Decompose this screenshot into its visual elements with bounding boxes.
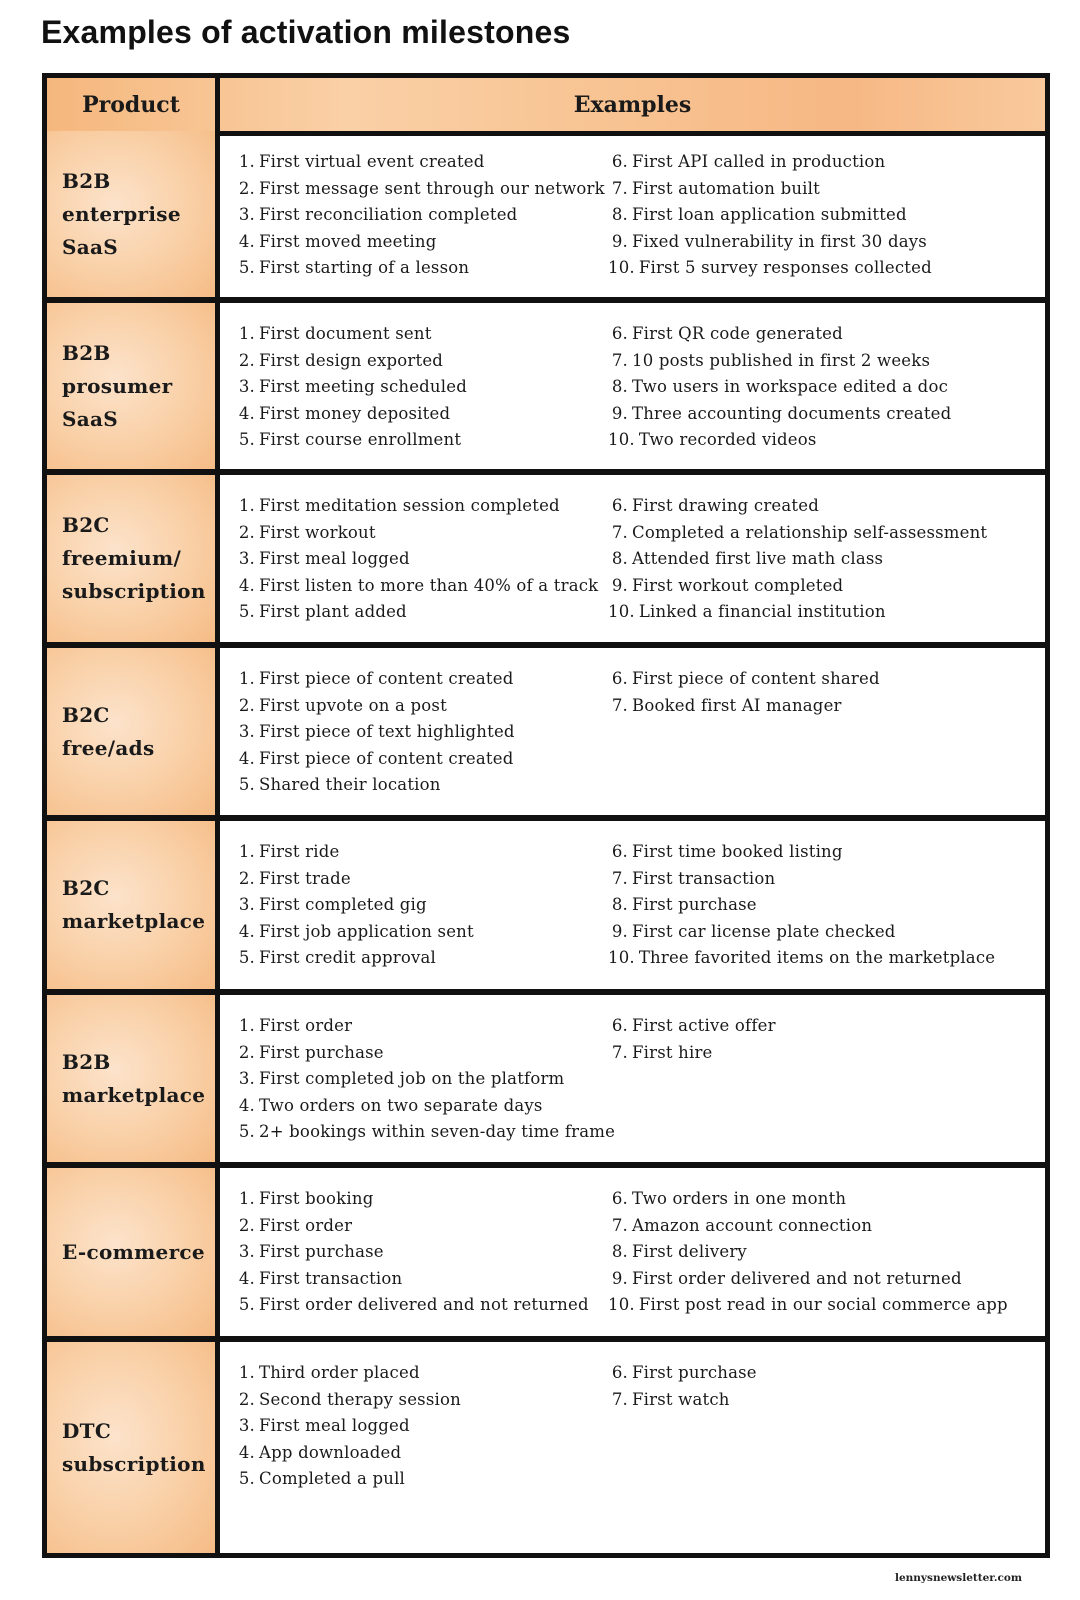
product-category-label: B2B prosumer SaaS xyxy=(62,340,173,431)
list-item xyxy=(608,919,1018,946)
product-category-label: E-commerce xyxy=(62,1239,205,1264)
examples-list-column-2 xyxy=(608,1186,1018,1319)
list-item xyxy=(235,892,615,919)
list-item xyxy=(235,1413,615,1440)
list-item-text: Two users in workspace edited a doc xyxy=(632,377,949,396)
list-item-text: First workout completed xyxy=(632,575,844,595)
list-item-number: 5. xyxy=(238,1469,255,1488)
list-item xyxy=(235,1186,615,1213)
list-item-number: 2. xyxy=(238,695,255,715)
list-item-number: 2. xyxy=(238,178,255,198)
product-category-cell xyxy=(47,1168,215,1336)
list-item xyxy=(608,1292,1018,1319)
list-item xyxy=(608,1213,1018,1240)
list-item-number: 8. xyxy=(611,377,628,396)
list-item-number: 8. xyxy=(611,895,628,914)
list-item xyxy=(608,693,1018,720)
examples-list-column-1 xyxy=(235,1360,615,1493)
list-item-number: 5. xyxy=(238,775,255,794)
list-item-number: 9. xyxy=(611,403,628,423)
column-divider xyxy=(215,78,220,1553)
list-item xyxy=(235,520,615,547)
examples-cell xyxy=(220,1168,1045,1336)
list-item-number: 6. xyxy=(611,152,628,171)
list-item-number: 5. xyxy=(238,1122,255,1141)
list-item xyxy=(608,176,1018,203)
list-item xyxy=(608,573,1018,600)
examples-cell xyxy=(220,475,1045,642)
product-category-cell xyxy=(47,303,215,469)
list-item xyxy=(608,202,1018,229)
milestones-table xyxy=(42,73,1050,1558)
list-item-text: First meal logged xyxy=(259,549,410,568)
list-item-text: First order delivered and not returned xyxy=(632,1268,962,1288)
list-item xyxy=(608,1013,1018,1040)
list-item-number: 1. xyxy=(238,324,255,343)
list-item-number: 4. xyxy=(238,231,255,251)
list-item xyxy=(235,1093,615,1120)
list-item xyxy=(608,1387,1018,1414)
footer-source: lennysnewsletter.com xyxy=(895,1572,1022,1584)
list-item-text: First car license plate checked xyxy=(632,921,896,941)
table-row xyxy=(47,1342,1045,1553)
list-item xyxy=(235,719,615,746)
table-row xyxy=(47,303,1045,475)
list-item xyxy=(608,892,1018,919)
list-item-text: First trade xyxy=(259,868,351,888)
list-item xyxy=(608,945,1018,972)
list-item-number: 7. xyxy=(611,522,628,542)
list-item xyxy=(608,427,1018,454)
list-item-number: 2. xyxy=(238,1389,255,1409)
table-row xyxy=(47,821,1045,995)
list-item xyxy=(235,1266,615,1293)
list-item-number: 5. xyxy=(238,258,255,277)
list-item-text: First order xyxy=(259,1215,353,1235)
list-item-number: 6. xyxy=(611,669,628,688)
list-item-text: Third order placed xyxy=(259,1363,420,1382)
list-item xyxy=(608,839,1018,866)
examples-list-column-2 xyxy=(608,839,1018,972)
list-item xyxy=(235,348,615,375)
list-item xyxy=(608,149,1018,176)
list-item xyxy=(235,1239,615,1266)
examples-list-column-1 xyxy=(235,1186,615,1319)
list-item xyxy=(235,1360,615,1387)
examples-cell xyxy=(220,995,1045,1162)
list-item-text: Booked first AI manager xyxy=(632,695,842,715)
list-item-text: First course enrollment xyxy=(259,430,462,449)
list-item xyxy=(608,374,1018,401)
list-item-text: First delivery xyxy=(632,1242,747,1261)
list-item-number: 3. xyxy=(238,1416,255,1435)
list-item-number: 5. xyxy=(238,948,255,967)
list-item xyxy=(235,866,615,893)
list-item-text: 2+ bookings within seven-day time frame xyxy=(259,1122,616,1141)
list-item xyxy=(235,1119,615,1146)
list-item xyxy=(608,401,1018,428)
list-item-text: First piece of content shared xyxy=(632,669,880,688)
examples-cell xyxy=(220,821,1045,989)
examples-list-column-2 xyxy=(608,666,1018,719)
list-item-number: 7. xyxy=(611,1389,628,1409)
list-item xyxy=(608,1239,1018,1266)
list-item-number: 7. xyxy=(611,695,628,715)
list-item-number: 5. xyxy=(238,430,255,449)
list-item xyxy=(235,839,615,866)
list-item-number: 3. xyxy=(238,1242,255,1261)
list-item-number: 3. xyxy=(238,1069,255,1088)
product-category-cell xyxy=(47,995,215,1162)
list-item-text: First meeting scheduled xyxy=(259,377,467,396)
list-item xyxy=(608,1360,1018,1387)
list-item xyxy=(235,1040,615,1067)
list-item-number: 10. xyxy=(608,430,635,449)
page-title: Examples of activation milestones xyxy=(41,14,571,50)
list-item-text: First purchase xyxy=(259,1242,384,1261)
header-examples: Examples xyxy=(573,91,692,118)
list-item-text: First meditation session completed xyxy=(259,496,560,515)
list-item xyxy=(235,772,615,799)
list-item-number: 6. xyxy=(611,1189,628,1208)
list-item-number: 6. xyxy=(611,842,628,861)
list-item-text: First completed gig xyxy=(259,895,427,914)
list-item-text: Three favorited items on the marketplace xyxy=(638,948,996,967)
list-item-number: 9. xyxy=(611,1268,628,1288)
list-item xyxy=(235,945,615,972)
list-item xyxy=(235,229,615,256)
list-item xyxy=(608,255,1018,282)
list-item-number: 2. xyxy=(238,1215,255,1235)
list-item-text: First drawing created xyxy=(632,496,819,515)
product-category-cell xyxy=(47,1342,215,1553)
list-item-number: 10. xyxy=(608,948,635,967)
list-item-number: 9. xyxy=(611,921,628,941)
list-item xyxy=(235,401,615,428)
list-item xyxy=(235,666,615,693)
list-item-number: 5. xyxy=(238,1295,255,1314)
list-item-text: Linked a financial institution xyxy=(638,602,886,621)
list-item-number: 2. xyxy=(238,1042,255,1062)
list-item-text: First meal logged xyxy=(259,1416,410,1435)
list-item-text: First plant added xyxy=(259,602,407,621)
list-item-text: First virtual event created xyxy=(259,152,485,171)
list-item xyxy=(608,1266,1018,1293)
list-item-number: 1. xyxy=(238,152,255,171)
list-item xyxy=(235,746,615,773)
list-item xyxy=(608,520,1018,547)
list-item-text: First purchase xyxy=(259,1042,384,1062)
list-item-number: 1. xyxy=(238,1016,255,1035)
table-row xyxy=(47,131,1045,303)
list-item xyxy=(235,599,615,626)
list-item-number: 7. xyxy=(611,868,628,888)
table-row xyxy=(47,995,1045,1168)
list-item-text: Attended first live math class xyxy=(632,549,884,568)
list-item xyxy=(235,493,615,520)
list-item-text: Two orders on two separate days xyxy=(259,1095,543,1115)
list-item-text: First money deposited xyxy=(259,403,451,423)
list-item xyxy=(235,1066,615,1093)
product-category-label: B2C marketplace xyxy=(62,876,206,933)
list-item xyxy=(235,255,615,282)
list-item-number: 7. xyxy=(611,1042,628,1062)
product-category-label: B2C free/ads xyxy=(62,702,155,760)
table-row xyxy=(47,475,1045,648)
list-item-text: First order xyxy=(259,1016,353,1035)
list-item-text: 10 posts published in first 2 weeks xyxy=(632,350,931,370)
list-item-text: First starting of a lesson xyxy=(259,258,470,277)
list-item-number: 7. xyxy=(611,1215,628,1235)
list-item xyxy=(235,1440,615,1467)
list-item xyxy=(608,666,1018,693)
list-item-text: First watch xyxy=(632,1389,730,1409)
list-item-text: Shared their location xyxy=(259,775,441,794)
list-item xyxy=(235,427,615,454)
list-item-number: 3. xyxy=(238,722,255,741)
list-item-number: 8. xyxy=(611,549,628,568)
list-item-number: 1. xyxy=(238,842,255,861)
list-item-text: First API called in production xyxy=(632,152,886,171)
list-item xyxy=(235,546,615,573)
examples-list-column-2 xyxy=(608,1013,1018,1066)
list-item-text: Completed a relationship self-assessment xyxy=(632,522,988,542)
list-item xyxy=(235,1292,615,1319)
list-item-number: 10. xyxy=(608,258,635,277)
product-category-label: B2B enterprise SaaS xyxy=(62,168,181,259)
list-item-number: 1. xyxy=(238,669,255,688)
list-item-number: 4. xyxy=(238,1442,255,1462)
examples-list-column-2 xyxy=(608,149,1018,282)
list-item-text: Second therapy session xyxy=(259,1389,461,1409)
list-item-number: 2. xyxy=(238,350,255,370)
examples-list-column-1 xyxy=(235,321,615,454)
list-item-text: First time booked listing xyxy=(632,842,843,861)
list-item-text: First piece of content created xyxy=(259,748,514,768)
list-item-number: 4. xyxy=(238,1268,255,1288)
table-row xyxy=(47,1168,1045,1342)
list-item-text: First completed job on the platform xyxy=(259,1069,565,1088)
list-item xyxy=(608,348,1018,375)
examples-list-column-1 xyxy=(235,149,615,282)
list-item-text: First reconciliation completed xyxy=(259,205,518,224)
list-item xyxy=(235,202,615,229)
list-item xyxy=(235,1466,615,1493)
list-item-text: First QR code generated xyxy=(632,324,843,343)
list-item-text: First transaction xyxy=(632,868,776,888)
list-item-text: First credit approval xyxy=(259,948,436,967)
list-item xyxy=(235,1387,615,1414)
list-item-number: 1. xyxy=(238,496,255,515)
list-item-number: 4. xyxy=(238,1095,255,1115)
list-item-text: Amazon account connection xyxy=(632,1215,873,1235)
list-item-number: 10. xyxy=(608,602,635,621)
list-item xyxy=(608,599,1018,626)
list-item-number: 9. xyxy=(611,231,628,251)
list-item-text: First workout xyxy=(259,522,376,542)
list-item xyxy=(235,693,615,720)
examples-list-column-1 xyxy=(235,666,615,799)
examples-list-column-1 xyxy=(235,839,615,972)
list-item-text: First active offer xyxy=(632,1016,776,1035)
list-item-number: 3. xyxy=(238,895,255,914)
list-item-text: First moved meeting xyxy=(259,231,437,251)
list-item xyxy=(235,919,615,946)
examples-list-column-2 xyxy=(608,1360,1018,1413)
list-item-text: First purchase xyxy=(632,895,757,914)
list-item-number: 6. xyxy=(611,1363,628,1382)
list-item-text: First order delivered and not returned xyxy=(259,1295,589,1314)
product-category-label: DTC subscription xyxy=(62,1418,206,1476)
list-item-number: 8. xyxy=(611,205,628,224)
list-item-number: 5. xyxy=(238,602,255,621)
list-item-text: First automation built xyxy=(632,178,820,198)
list-item-number: 3. xyxy=(238,377,255,396)
examples-cell xyxy=(220,648,1045,815)
list-item xyxy=(608,229,1018,256)
product-category-cell xyxy=(47,131,215,297)
list-item xyxy=(235,1013,615,1040)
list-item-number: 2. xyxy=(238,522,255,542)
list-item-number: 2. xyxy=(238,868,255,888)
list-item-number: 4. xyxy=(238,403,255,423)
list-item-text: First purchase xyxy=(632,1363,757,1382)
header-product: Product xyxy=(82,91,180,118)
examples-list-column-1 xyxy=(235,493,615,626)
list-item-text: First message sent through our network xyxy=(259,178,605,198)
examples-list-column-2 xyxy=(608,493,1018,626)
list-item xyxy=(235,1213,615,1240)
list-item xyxy=(608,546,1018,573)
examples-cell xyxy=(220,1342,1045,1553)
list-item-text: Completed a pull xyxy=(259,1469,406,1488)
list-item-number: 3. xyxy=(238,205,255,224)
examples-list-column-2 xyxy=(608,321,1018,454)
list-item xyxy=(235,176,615,203)
list-item-text: First 5 survey responses collected xyxy=(638,258,932,277)
list-item-text: First post read in our social commerce app xyxy=(638,1295,1008,1314)
product-category-label: B2B marketplace xyxy=(62,1049,206,1107)
list-item-text: First booking xyxy=(259,1189,374,1208)
list-item-text: Two recorded videos xyxy=(638,430,817,449)
list-item xyxy=(608,1186,1018,1213)
list-item-number: 4. xyxy=(238,921,255,941)
list-item-number: 6. xyxy=(611,324,628,343)
table-row xyxy=(47,648,1045,821)
table-header xyxy=(47,78,1045,136)
list-item-number: 9. xyxy=(611,575,628,595)
list-item-number: 4. xyxy=(238,575,255,595)
product-category-cell xyxy=(47,475,215,642)
list-item-number: 1. xyxy=(238,1363,255,1382)
list-item-number: 10. xyxy=(608,1295,635,1314)
list-item-text: First piece of content created xyxy=(259,669,514,688)
list-item-text: App downloaded xyxy=(259,1442,402,1462)
list-item xyxy=(235,573,615,600)
list-item-number: 7. xyxy=(611,350,628,370)
list-item-text: First upvote on a post xyxy=(259,695,447,715)
list-item-text: First ride xyxy=(259,842,340,861)
product-category-cell xyxy=(47,648,215,815)
list-item-text: First document sent xyxy=(259,324,432,343)
list-item-text: First job application sent xyxy=(259,921,474,941)
list-item-text: First transaction xyxy=(259,1268,403,1288)
list-item xyxy=(235,149,615,176)
list-item-text: First piece of text highlighted xyxy=(259,722,515,741)
list-item-number: 8. xyxy=(611,1242,628,1261)
list-item-number: 6. xyxy=(611,496,628,515)
examples-cell xyxy=(220,303,1045,469)
list-item-text: First listen to more than 40% of a track xyxy=(259,575,599,595)
list-item xyxy=(608,493,1018,520)
list-item xyxy=(608,321,1018,348)
list-item xyxy=(608,866,1018,893)
list-item xyxy=(235,374,615,401)
list-item-text: Three accounting documents created xyxy=(632,403,952,423)
list-item-text: First hire xyxy=(632,1042,713,1062)
list-item-number: 6. xyxy=(611,1016,628,1035)
product-category-cell xyxy=(47,821,215,989)
examples-cell xyxy=(220,131,1045,297)
product-category-label: B2C freemium/ subscription xyxy=(62,513,206,603)
list-item xyxy=(235,321,615,348)
list-item xyxy=(608,1040,1018,1067)
list-item-number: 7. xyxy=(611,178,628,198)
list-item-text: First loan application submitted xyxy=(632,205,907,224)
list-item-text: Two orders in one month xyxy=(632,1189,847,1208)
list-item-number: 1. xyxy=(238,1189,255,1208)
list-item-text: Fixed vulnerability in first 30 days xyxy=(632,231,927,251)
examples-list-column-1 xyxy=(235,1013,615,1146)
list-item-number: 4. xyxy=(238,748,255,768)
list-item-text: First design exported xyxy=(259,350,444,370)
list-item-number: 3. xyxy=(238,549,255,568)
